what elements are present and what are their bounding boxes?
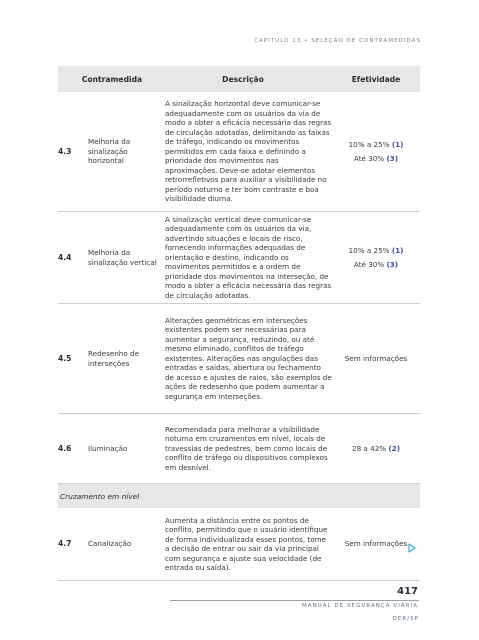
effectiveness-line	[332, 442, 420, 456]
reference-marker: (1)	[391, 245, 404, 255]
table-row	[58, 304, 420, 414]
column-header-descricao: Descrição	[222, 74, 264, 84]
row-countermeasure: Canalização	[88, 539, 132, 549]
row-number: 4.6	[58, 443, 72, 453]
effectiveness-line	[332, 244, 420, 258]
row-countermeasure: Redesenho de interseções	[88, 349, 140, 368]
row-effectiveness	[332, 442, 420, 456]
play-triangle-icon[interactable]	[408, 543, 416, 553]
effectiveness-value: 10% a 25%	[348, 245, 390, 255]
table-header	[58, 66, 420, 92]
table-row	[58, 92, 420, 212]
row-description: Recomendada para melhorar a visibilidade noturna em cruzamentos em nível, locais de travessias de pedestres, bem como locais de conflito de tráfego ou dispositivos complexos em desnível.	[165, 424, 328, 472]
row-number: 4.3	[58, 146, 72, 156]
row-description: Alterações geométricas em interseções existentes podem ser necessárias para aumentar a segurança, reduzindo, ou até mesmo eliminado, conflitos de tráfego existentes. Alterações nas angulações das entradas e saídas, abertura ou fechamento de acesso e ajustes de raios, são exemplos de ações de redesenho que podem aumentar a segurança em interseções.	[165, 315, 332, 401]
reference-marker: (1)	[391, 139, 404, 149]
row-effectiveness	[332, 244, 420, 272]
row-effectiveness	[332, 537, 420, 551]
chapter-header: CAPÍTULO 13 • SELEÇÃO DE CONTRAMEDIDAS	[254, 38, 421, 44]
effectiveness-line	[332, 138, 420, 152]
effectiveness-line	[332, 258, 420, 272]
column-header-efetividade: Efetividade	[351, 74, 401, 84]
row-number: 4.5	[58, 353, 72, 363]
row-number: 4.7	[58, 539, 72, 549]
table-row	[58, 508, 420, 581]
effectiveness-value: Até 30%	[353, 153, 385, 163]
column-header-contramedida: Contramedida	[81, 74, 143, 84]
row-effectiveness	[332, 138, 420, 166]
row-number: 4.4	[58, 252, 72, 262]
table-row	[58, 212, 420, 304]
effectiveness-value: 10% a 25%	[348, 139, 390, 149]
row-countermeasure: Melhoria da sinalização horizontal	[88, 137, 131, 166]
footer-divider	[170, 600, 419, 601]
reference-marker: (3)	[386, 259, 399, 269]
page-number: 417	[397, 586, 418, 597]
row-description: Aumenta a distância entre os pontos de conflito, permitindo que o usuário identifique de forma individualizada esses pontos, tome a decisão de entrar ou sair da via principal com segurança e ajuste sua velocidade (de entrada ou saída).	[165, 515, 328, 572]
effectiveness-value: Sem informações	[344, 353, 408, 363]
effectiveness-value: Até 30%	[353, 259, 385, 269]
countermeasures-table	[58, 66, 420, 581]
footer-org: DER/SP	[392, 616, 419, 622]
row-countermeasure: Iluminação	[88, 443, 128, 453]
row-effectiveness	[332, 352, 420, 366]
row-description: A sinalização horizontal deve comunicar-se adequadamente com os usuários da via de modo a obter a eficácia necessária das regras de circulação adotadas, delimitando as faixas de tráfego, indicando os movimentos permitidos em cada faixa e definindo a prioridade dos movimentos nas aproximações. Deve-se adotar elementos retrorrefletivos para auxiliar a visibilidade no período noturno e ter bom contraste e boa visibilidade diurna.	[165, 99, 332, 204]
effectiveness-line	[332, 152, 420, 166]
row-countermeasure: Melhoria da sinalização vertical	[88, 248, 157, 267]
reference-marker: (2)	[388, 443, 400, 453]
effectiveness-value: Sem informações	[344, 539, 408, 548]
row-description: A sinalização vertical deve comunicar-se adequadamente com os usuários da via, advertindo situações e locais de risco, fornecendo informações adequadas de orientação e destino, indicando os movimentos permitidos e a ordem de prioridade dos movimentos na interseção, de modo a obter a eficácia necessária das regras de circulação adotadas.	[165, 214, 332, 300]
reference-marker: (3)	[386, 153, 399, 163]
effectiveness-value: 28 a 42%	[352, 443, 387, 453]
section-heading: Cruzamento em nível	[58, 484, 420, 508]
footer-title: MANUAL DE SEGURANÇA VIÁRIA	[302, 603, 418, 609]
table-row	[58, 414, 420, 484]
